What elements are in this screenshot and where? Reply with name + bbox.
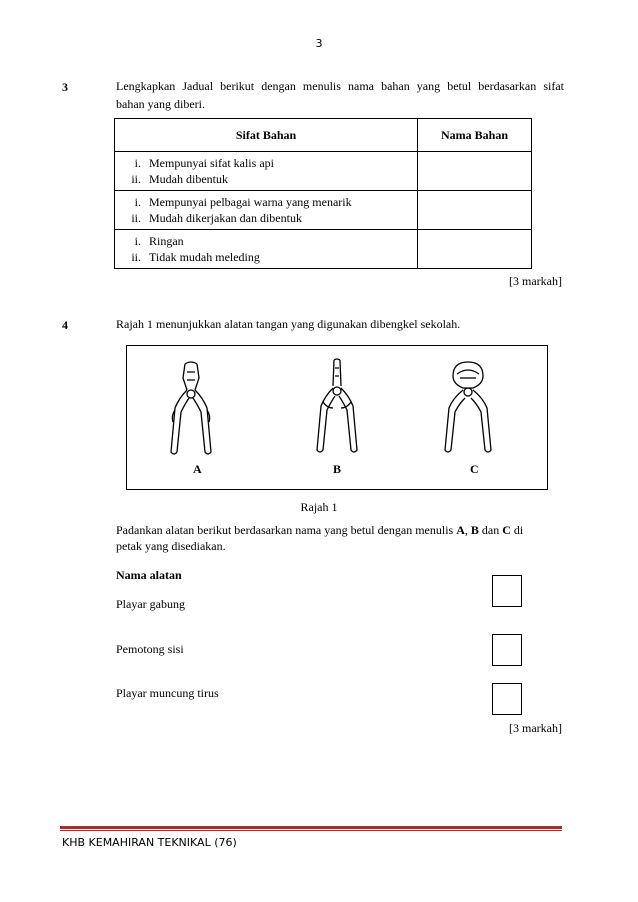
property-text: Tidak mudah meleding xyxy=(149,250,260,264)
question-3-number: 3 xyxy=(62,80,68,94)
footer-text: KHB KEMAHIRAN TEKNIKAL (76) xyxy=(62,836,237,849)
instruction-sep: , xyxy=(464,523,471,537)
instruction-sep: dan xyxy=(478,523,503,537)
label-c: C xyxy=(470,462,479,476)
question-4-instruction-line2: petak yang disediakan. xyxy=(116,539,226,553)
letter-a: A xyxy=(456,523,465,537)
long-nose-pliers-icon xyxy=(307,358,367,458)
property-text: Mempunyai pelbagai warna yang menarik xyxy=(149,195,352,209)
item-number: i. xyxy=(134,195,141,209)
question-4-marks: [3 markah] xyxy=(509,721,562,735)
instruction-text: di xyxy=(510,523,524,537)
properties-table xyxy=(114,118,532,269)
figure-caption: Rajah 1 xyxy=(300,500,338,514)
tools-heading: Nama alatan xyxy=(116,568,182,582)
combination-pliers-icon xyxy=(161,360,221,460)
tool-name-2: Pemotong sisi xyxy=(116,642,184,656)
answer-box-1[interactable] xyxy=(492,575,522,607)
properties-cell xyxy=(115,230,418,269)
header-sifat-bahan: Sifat Bahan xyxy=(115,119,418,152)
label-b: B xyxy=(333,462,342,476)
footer-rule-thin xyxy=(60,830,562,831)
footer-rule xyxy=(60,826,562,829)
item-number: i. xyxy=(134,234,141,248)
answer-cell-1[interactable] xyxy=(418,152,532,191)
question-4-number: 4 xyxy=(62,318,68,332)
question-3-text-line1: Lengkapkan Jadual berikut dengan menulis nama bahan yang betul berdasarkan sifat xyxy=(116,79,564,93)
property-text: Mudah dibentuk xyxy=(149,172,228,186)
tool-name-3: Playar muncung tirus xyxy=(116,686,219,700)
table-row xyxy=(115,191,532,230)
question-3-text-line2: bahan yang diberi. xyxy=(116,97,205,111)
page-number: 3 xyxy=(315,37,323,50)
answer-box-3[interactable] xyxy=(492,683,522,715)
item-number: ii. xyxy=(131,172,141,186)
answer-cell-3[interactable] xyxy=(418,230,532,269)
answer-box-2[interactable] xyxy=(492,634,522,666)
table-header-row xyxy=(115,119,532,152)
item-number: ii. xyxy=(131,250,141,264)
label-a: A xyxy=(193,462,202,476)
side-cutter-icon xyxy=(433,358,503,458)
table-row xyxy=(115,230,532,269)
question-4-text: Rajah 1 menunjukkan alatan tangan yang digunakan dibengkel sekolah. xyxy=(116,317,461,331)
item-number: ii. xyxy=(131,211,141,225)
instruction-text: Padankan alatan berikut berdasarkan nama yang betul dengan menulis xyxy=(116,523,457,537)
property-text: Mudah dikerjakan dan dibentuk xyxy=(149,211,302,225)
item-number: i. xyxy=(134,156,141,170)
tool-name-1: Playar gabung xyxy=(116,597,185,611)
figure-box xyxy=(126,345,548,490)
properties-cell xyxy=(115,191,418,230)
table-row xyxy=(115,152,532,191)
letter-c: C xyxy=(502,523,511,537)
question-3-marks: [3 markah] xyxy=(509,274,562,288)
header-nama-bahan: Nama Bahan xyxy=(418,119,532,152)
letter-b: B xyxy=(470,523,479,537)
properties-cell xyxy=(115,152,418,191)
property-text: Ringan xyxy=(149,234,184,248)
property-text: Mempunyai sifat kalis api xyxy=(149,156,274,170)
answer-cell-2[interactable] xyxy=(418,191,532,230)
